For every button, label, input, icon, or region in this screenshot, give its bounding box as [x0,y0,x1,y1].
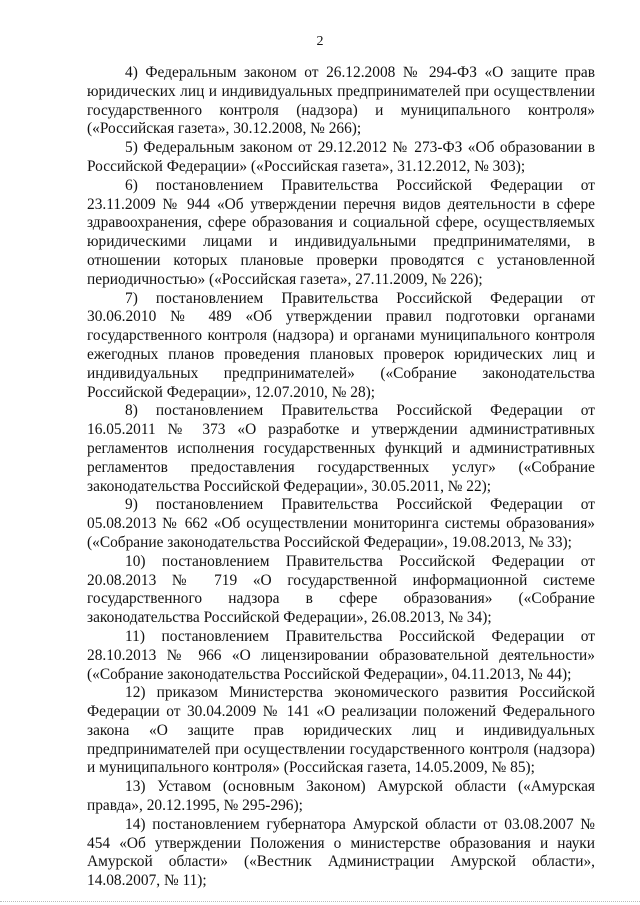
list-item: 7) постановлением Правительства Российской Федерации от 30.06.2010 № 489 «Об утверждении правил подготовки органами государственного контроля (надзора) и органами муниципального контроля ежегодных планов проведения плановых проверок юридических лиц и индивидуальных предпринимателей» («Собрание законодательства Российской Федерации», 12.07.2010, № 28); [87,289,595,401]
list-item: 11) постановлением Правительства Российской Федерации от 28.10.2013 № 966 «О лицензировании образовательной деятельности» («Собрание законодательства Российской Федерации», 04.11.2013, № 44); [87,627,595,683]
list-item: 5) Федеральным законом от 29.12.2012 № 273-ФЗ «Об образовании в Российской Федерации» («Российская газета», 31.12.2012, № 303); [87,139,595,175]
footer-divider [0,901,640,902]
list-item: 10) постановлением Правительства Российской Федерации от 20.08.2013 № 719 «О государственной информационной системе государственного надзора в сфере образования» («Собрание законодательства Российской Федерации», 26.08.2013, № 34); [87,552,595,627]
list-item: 13) Уставом (основным Законом) Амурской области («Амурская правда», 20.12.1995, № 295-296); [87,778,595,815]
list-item: 14) постановлением губернатора Амурской области от 03.08.2007 № 454 «Об утверждении Положения о министерстве образования и науки Амурской области» («Вестник Администрации Амурской области», 14.08.2007, № 11); [87,815,595,890]
document-body [87,64,595,891]
list-item: 6) постановлением Правительства Российской Федерации от 23.11.2009 № 944 «Об утверждении перечня видов деятельности в сфере здравоохранения, сфере образования и социальной сфере, осуществляемых юридическими лицами и индивидуальными предпринимателями, в отношении которых плановые проверки проводятся с установленной периодичностью» («Российская газета», 27.11.2009, № 226); [87,176,595,288]
list-item: 8) постановлением Правительства Российской Федерации от 16.05.2011 № 373 «О разработке и утверждении административных регламентов исполнения государственных функций и административных регламентов предоставления государственных услуг» («Собрание законодательства Российской Федерации», 30.05.2011, № 22); [87,402,595,495]
page-number: 2 [316,34,324,49]
list-item: 4) Федеральным законом от 26.12.2008 № 294-ФЗ «О защите прав юридических лиц и индивидуальных предпринимателей при осуществлении государственного контроля (надзора) и муниципального контроля» («Российская газета», 30.12.2008, № 266); [87,64,595,138]
list-item: 12) приказом Министерства экономического развития Российской Федерации от 30.04.2009 № 141 «О реализации положений Федерального закона «О защите прав юридических лиц и индивидуальных предпринимателей при осуществлении государственного контроля (надзора) и муниципального контроля» (Российская газета, 14.05.2009, № 85); [87,684,595,777]
list-item: 9) постановлением Правительства Российской Федерации от 05.08.2013 № 662 «Об осуществлении мониторинга системы образования» («Собрание законодательства Российской Федерации», 19.08.2013, № 33); [87,496,595,551]
